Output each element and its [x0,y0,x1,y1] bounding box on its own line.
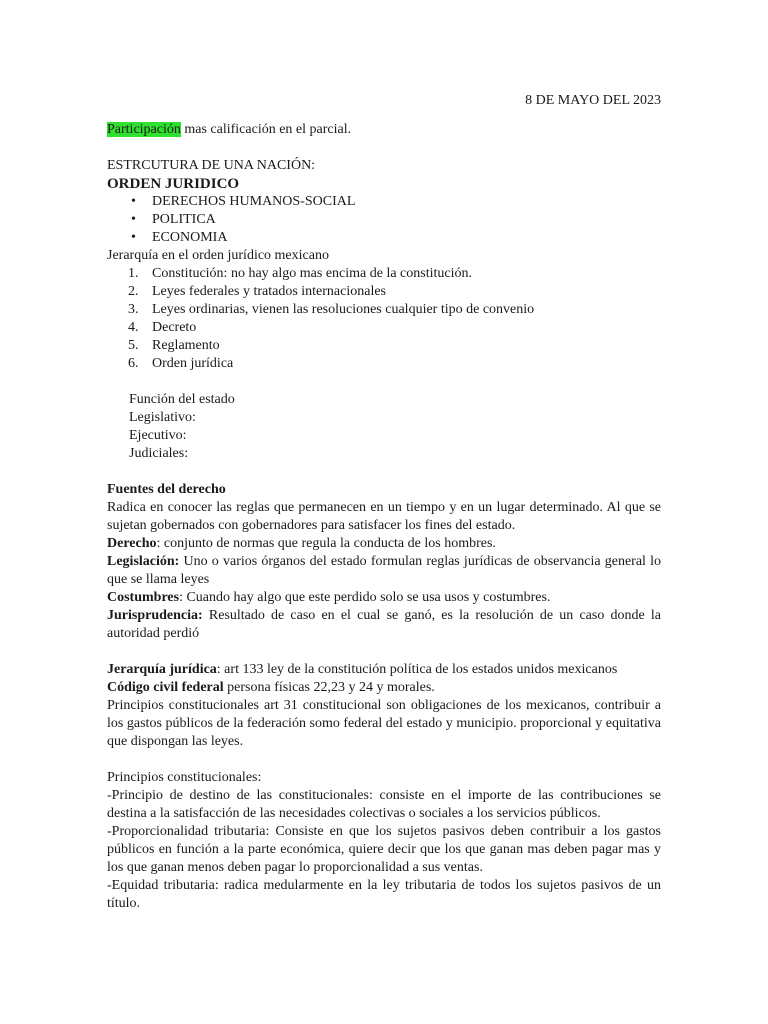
jerarquia-intro: Jerarquía en el orden jurídico mexicano [107,248,329,263]
fuentes-intro: Radica en conocer las reglas que permanecen en un tiempo y en un lugar determinado. Al que se sujetan gobernados con gobernadores para satisfacer los fines del estado. [107,500,661,533]
orden-juridico-heading: ORDEN JURIDICO [107,176,240,192]
principio-paragraph: -Proporcionalidad tributaria: Consiste en que los sujetos pasivos deben contribuir a los gastos públicos en función a la parte económica, quiere decir que los que ganan mas deben pagar mas y los que ganan menos deben pagar lo proporcionalidad a sus ventas. [107,824,661,875]
list-item: • DERECHOS HUMANOS-SOCIAL [107,193,661,211]
list-item: 3. Leyes ordinarias, vienen las resoluciones cualquier tipo de convenio [128,302,535,317]
fuentes-heading: Fuentes del derecho [107,482,226,497]
document-date: 8 DE MAYO DEL 2023 [525,93,661,108]
funcion-item: Ejecutivo: [129,428,187,443]
jerarquia-list [107,265,661,373]
list-item: • POLITICA [107,211,661,229]
list-item: 4. Decreto [128,320,197,335]
funcion-item: Judiciales: [129,446,189,461]
highlighted-text: Participación [107,122,181,137]
principio-paragraph: -Principio de destino de las constitucionales: consiste en el importe de las contribuciones se destina a la satisfacción de las necesidades colectivas o sociales a los servicios públicos. [107,788,661,821]
principio-paragraph: -Equidad tributaria: radica medularmente en la ley tributaria de todos los sujetos pasivos de un título. [107,878,661,911]
list-item: 2. Leyes federales y tratados internacionales [128,284,387,299]
costumbres-paragraph: Costumbres: Cuando hay algo que este perdido solo se usa usos y costumbres. [107,590,551,605]
principios-art31-paragraph: Principios constitucionales art 31 constitucional son obligaciones de los mexicanos, contribuir a los gastos públicos de la federación somo federal del estado y municipio. proporcional y equitativa que dispongan las leyes. [107,698,661,749]
codigo-civil-paragraph: Código civil federal persona físicas 22,23 y 24 y morales. [107,680,435,695]
participacion-rest: mas calificación en el parcial. [180,122,352,137]
principios-title: Principios constitucionales: [107,770,262,785]
estructura-title: ESTRCUTURA DE UNA NACIÓN: [107,158,316,173]
funcion-title: Función del estado [129,392,235,407]
list-item: 5. Reglamento [128,338,220,353]
list-item: 1. Constitución: no hay algo mas encima de la constitución. [128,266,472,281]
list-item: • ECONOMIA [107,229,661,247]
funcion-item: Legislativo: [129,410,196,425]
document-body [107,121,661,913]
participacion-line [107,121,661,139]
orden-juridico-list [107,193,661,247]
jerarquia-juridica-paragraph: Jerarquía jurídica: art 133 ley de la constitución política de los estados unidos mexicanos [107,662,618,677]
jurisprudencia-paragraph: Jurisprudencia: Resultado de caso en el cual se ganó, es la resolución de un caso donde la autoridad perdió [107,608,661,641]
list-item: 6. Orden jurídica [128,356,234,371]
derecho-paragraph: Derecho: conjunto de normas que regula la conducta de los hombres. [107,536,496,551]
legislacion-paragraph: Legislación: Uno o varios órganos del estado formulan reglas jurídicas de observancia general lo que se llama leyes [107,554,661,587]
